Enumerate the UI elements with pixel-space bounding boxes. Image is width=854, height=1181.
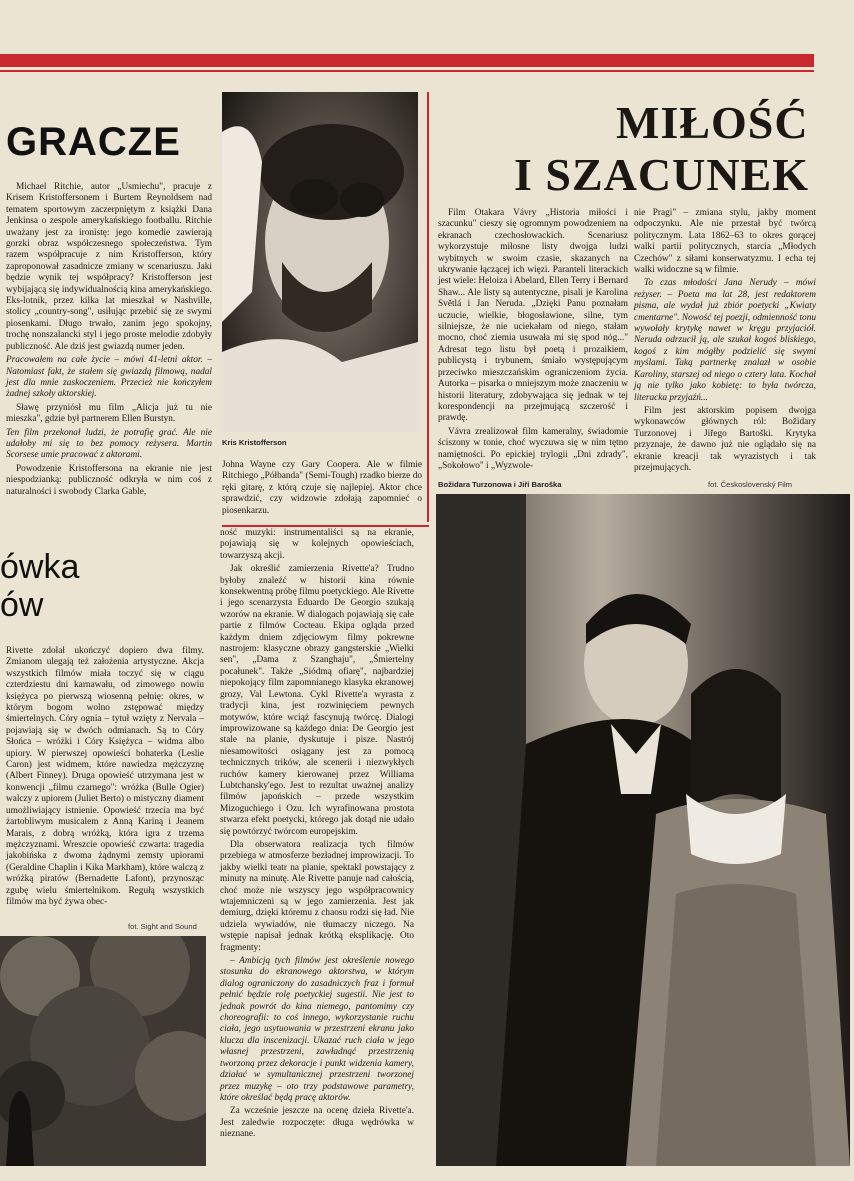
bottom-article-col1 <box>6 646 204 910</box>
paragraph: nie Pragi" – zmiana stylu, jakby moment odpoczynku. Ale nie przestał być twórcą politycznym. Lata 1862–63 to okres gorącej walki partii politycznych, starcia „Młodych Czechów" z siłami konserwatyzmu. I echa tej walki widoczne są w filmie. <box>634 208 816 276</box>
bottom-article-title-line2: ów <box>0 586 44 624</box>
left-article-title: GRACZE <box>6 120 181 164</box>
forest-still-photo <box>0 936 206 1166</box>
kristofferson-caption: Kris Kristofferson <box>222 438 287 447</box>
turzonowa-caption: Božidara Turzonowa i Jiří Baroška <box>438 480 562 489</box>
paragraph: Powodzenie Kristoffersona na ekranie nie jest niespodzianką: publiczność odkryła w nim coś z naturalności i swobody Clarka Gable, <box>6 463 212 497</box>
italic-quote: – Ambicją tych filmów jest określenie nowego stosunku do ekranowego aktorstwa, w którym dialog ograniczony do zasadniczych fraz i formuł pełnić będzie rolę poetyckiej sugestii. Nie jest to jednak powrót do kina niemego, pantomimy czy choreografii: to coś innego, wykorzystanie ruchu ciała, jego usytuowania w przestrzeni ekranu jako klucza dla inscenizacji. Ukazać ruch ciała w jego własnej przestrzeni, zawładnąć przestrzenią tworzoną przez dekoracje i punkt widzenia kamery, działać w symultanicznej przestrzeni tworzonej przez muzykę – oto trzy podstawowe parametry, które określać będą pracę aktorów. <box>220 956 414 1103</box>
paragraph: Sławę przyniósł mu film „Alicja już tu nie mieszka", gdzie był partnerem Ellen Burstyn. <box>6 402 212 425</box>
paragraph: Michael Ritchie, autor „Usmiechu", pracuje z Krisem Kristoffersonem i Burtem Reynoldsem nad tematem sportowym zaczerpniętym z książki Dana Jenkinsa o zespole amerykańskiego footballu. Ritchie uważany jest za ironistę: jego komedie zawierają gorzki obraz współczesnego społeczeństwa. Tym razem współpracuje z nim Kristofferson, który zaproponował zasadnicze zmiany w scenariuszu. Jaki będzie wynik tej współpracy? Kristofferson jest wybijającą się indywidualnością kina amerykańskiego. Eks-lotnik, przez kilka lat mieszkał w Nashville, stolicy „country-song", usiłując przebić się ze swymi piosenkami. Długo trwało, zanim jego spokojny, trochę nonszalancki styl i jego proste melodie zdobyły publiczność. Ale dziś jest gwiazdą numer jeden. <box>6 182 212 352</box>
right-article-col2 <box>634 208 816 476</box>
paragraph: Za wcześnie jeszcze na ocenę dzieła Rivette'a. Jest zaledwie rozpoczęte: długa wędrówka w nieznane. <box>220 1106 414 1140</box>
left-article-continuation <box>222 460 422 519</box>
paragraph: Dla obserwatora realizacja tych filmów przebiega w atmosferze bezładnej improwizacji. To jakby wielki teatr na planie, spektakl powstający z minuty na minutę. Ale Rivette panuje nad całością, choć może nie wszyscy jego współpracownicy wtajemniczeni są w jego zamierzenia. Jest jak demiurg, dzięki któremu z chaosu rodzi się ład. Nie udziela wywiadów, nie tłumaczy niczego. Na wstępie napisał jednak krótką eksplikację. Oto fragmenty: <box>220 839 414 953</box>
bottom-article-title-line1: ówka <box>0 548 80 586</box>
italic-quote: Ten film przekonał ludzi, że potrafię grać. Ale nie udałoby mi się to bez pomocy reżysera. Martin Scorsese umie pracować z aktorami. <box>6 427 212 461</box>
right-article-title-line1: MIŁOŚĆ <box>616 97 809 148</box>
header-thin-red-rule <box>0 70 814 72</box>
header-red-rule <box>0 54 814 67</box>
film-still-photo <box>436 494 850 1166</box>
right-article-title-line2: I SZACUNEK <box>514 149 810 200</box>
italic-quote: Pracowałem na całe życie – mówi 41-letni aktor. – Natomiast fakt, że stałem się gwiazdą filmową, nadal jest dla mnie zaskoczeniem. Przecież nie kończyłem żadnej szkoły aktorskiej. <box>6 355 212 400</box>
section-divider-red <box>222 525 429 527</box>
paragraph: Film Otakara Vávry „Historia miłości i szacunku" cieszy się ogromnym powodzeniem na ekranach czechosłowackich. Scenariusz wykorzystuje miłosne listy dwojga ludzi wybitnych w swoim czasie, skazanych na ukrywanie łączącej ich więzi. Paranteli literackich jest wiele: Heloiza i Abelard, Ellen Terry i Bernard Shaw... Ale listy są autentyczne, pisali je Karolina Světlá i Jan Neruda. „Dzięki Panu poznałam uczucie, wielkie, błogosławione, silne, tym silniejsze, że nie uciekałam od niego, stałam mocno, choć ziemia usuwała mi się spod nóg..." Adresat tego listu był poetą i prozaikiem, publicystą i trybunem, śmiało występującym przeciwko mieszczańskim ograniczeniom życia. Autorka – pisarka o mniejszym może znaczeniu w historii literatury, zdobywająca się jednak w tej korespondencji na przejmującą szczerość i prawdę. <box>438 208 628 424</box>
paragraph: Rivette zdołał ukończyć dopiero dwa filmy. Zmianom ulegają też założenia artystyczne. Akcja wszystkich filmów miała toczyć się w ciągu czterdziestu dni karnawału, od zimowego nowiu księżyca po pierwszą wiosenną pełnię: okres, w którym bogom wolno zstępować między śmiertelnych. Córy ognia – tytuł wzięty z Nervala – pojawiają się w dwóch odmianach. Są to Córy Słońca – wróżki i Córy Księżyca – widma albo upiory. W pierwszej opowieści bohaterka (Leslie Caron) jest widmem, które nawiedza mężczyznę (Albert Finney). Druga opowieść utrzymana jest w konwencji „filmu czarnego": wróżka (Bulle Ogier) walczy z upiorem (Juliet Berto) o mistyczny diament umożliwiający istnienie. Opowieść trzecia ma być żartobliwym musicalem z Anną Kariną i Jeanem Marais, z dobrą wróżką, która igra z trzema mężczyznami. Wreszcie opowieść czwarta: tragedia jakobińska z dwoma żądnymi zemsty upiorami (Geraldine Chaplin i Kika Markham), które walczą z wróżką piratów (Bernadette Lafont), przynosząc zgubę wielu śmiertelnikom. Regułą wszystkich filmów ma być żywa obec- <box>6 646 204 907</box>
paragraph: Vávra zrealizował film kameralny, świadomie ściszony w tonie, choć wyczuwa się w nim tętno namiętności. Po epickiej trylogii „Dni zdrady", „Sokołowo" i „Wyzwole- <box>438 426 628 471</box>
sight-and-sound-credit: fot. Sight and Sound <box>128 922 197 931</box>
right-article-col1 <box>438 208 628 474</box>
left-article-body <box>6 182 212 500</box>
italic-quote: To czas młodości Jana Nerudy – mówi reżyser. – Poeta ma lat 28, jest redaktorem pisma, ale wydał już zbiór poetycki „Kwiaty cmentarne". Nowość tej poezji, odmienność tonu wywołały krytykę nawet w kręgu przyjaciół. Neruda odrzucił ją, ale szukał kogoś bliskiego, kogoś z kim mógłby podzielić się swymi myślami. Taką partnerkę znalazł w osobie Karoliny, starszej od niego o cztery lata. Kochał ją nie tylko jako kobietę: to była twórcza, literacka przyjaźń... <box>634 278 816 403</box>
kristofferson-photo <box>222 92 418 432</box>
paragraph: ność muzyki: instrumentaliści są na ekranie, pojawiają się w kolejnych opowieściach, towarzyszą akcji. <box>220 528 414 561</box>
bottom-article-col2 <box>220 528 414 1143</box>
paragraph: Johna Wayne czy Gary Coopera. Ale w filmie Ritchiego „Półbanda" (Semi-Tough) rzadko bierze do ręki gitarę, z którą czuje się najlepiej. Aktor chce sprawdzić, czy widzowie zdołają zapomnieć o piosenkarzu. <box>222 460 422 516</box>
column-divider-red <box>427 92 429 522</box>
paragraph: Jak określić zamierzenia Rivette'a? Trudno byłoby znaleźć w historii kina równie konsekwentną próbę filmu poetyckiego. Ale Rivette i jego scenarzysta Eduardo De Georgio szukają wzorów na ekranie. W dialogach pojawiają się całe partie z filmów Cocteau. Ekipa ogląda przed każdym dniem zdjęciowym filmy pokrewne nastrojem: klasyczne obrazy gangsterskie „Wielki sen", „Dama z Szanghaju", „Śmiertelny pocałunek". Także „Siódmą ofiarę", najbardziej niepokojący film zapomnianego klasyka ekranowej grozy, Val Lewtona. Cykl Rivette'a wyrasta z tradycji kina, jest rozwinięciem pewnych motywów, które wciąż fascynują twórcę. Dialogi improwizowane są każdego dnia: De Georgio jest stale na planie, dyskutuje i pisze. Nastrój niesamowitości osiągany jest za pomocą technicznych trików, ale scenerii i niezwykłych ruchów kamery kierowanej przez Williama Lubtchansky'ego. Jest to rezultat uważnej analizy filmów japońskich – przede wszystkim Mizoguchiego i Ozu. Ich wyrafinowana prostota stwarza efekt poetycki, którego jak dotąd nie udało się powtórzyć twórcom europejskim. <box>220 564 414 837</box>
paragraph: Film jest aktorskim popisem dwojga wykonawców głównych ról: Božidary Turzonovej i Jiřego Bartoški. Krytyka przyznaje, że dawno już nie oglądało się na ekranie kreacji tak wyrazistych i tak przejmujących. <box>634 405 816 473</box>
turzonowa-credit: fot. Československý Film <box>708 480 792 489</box>
